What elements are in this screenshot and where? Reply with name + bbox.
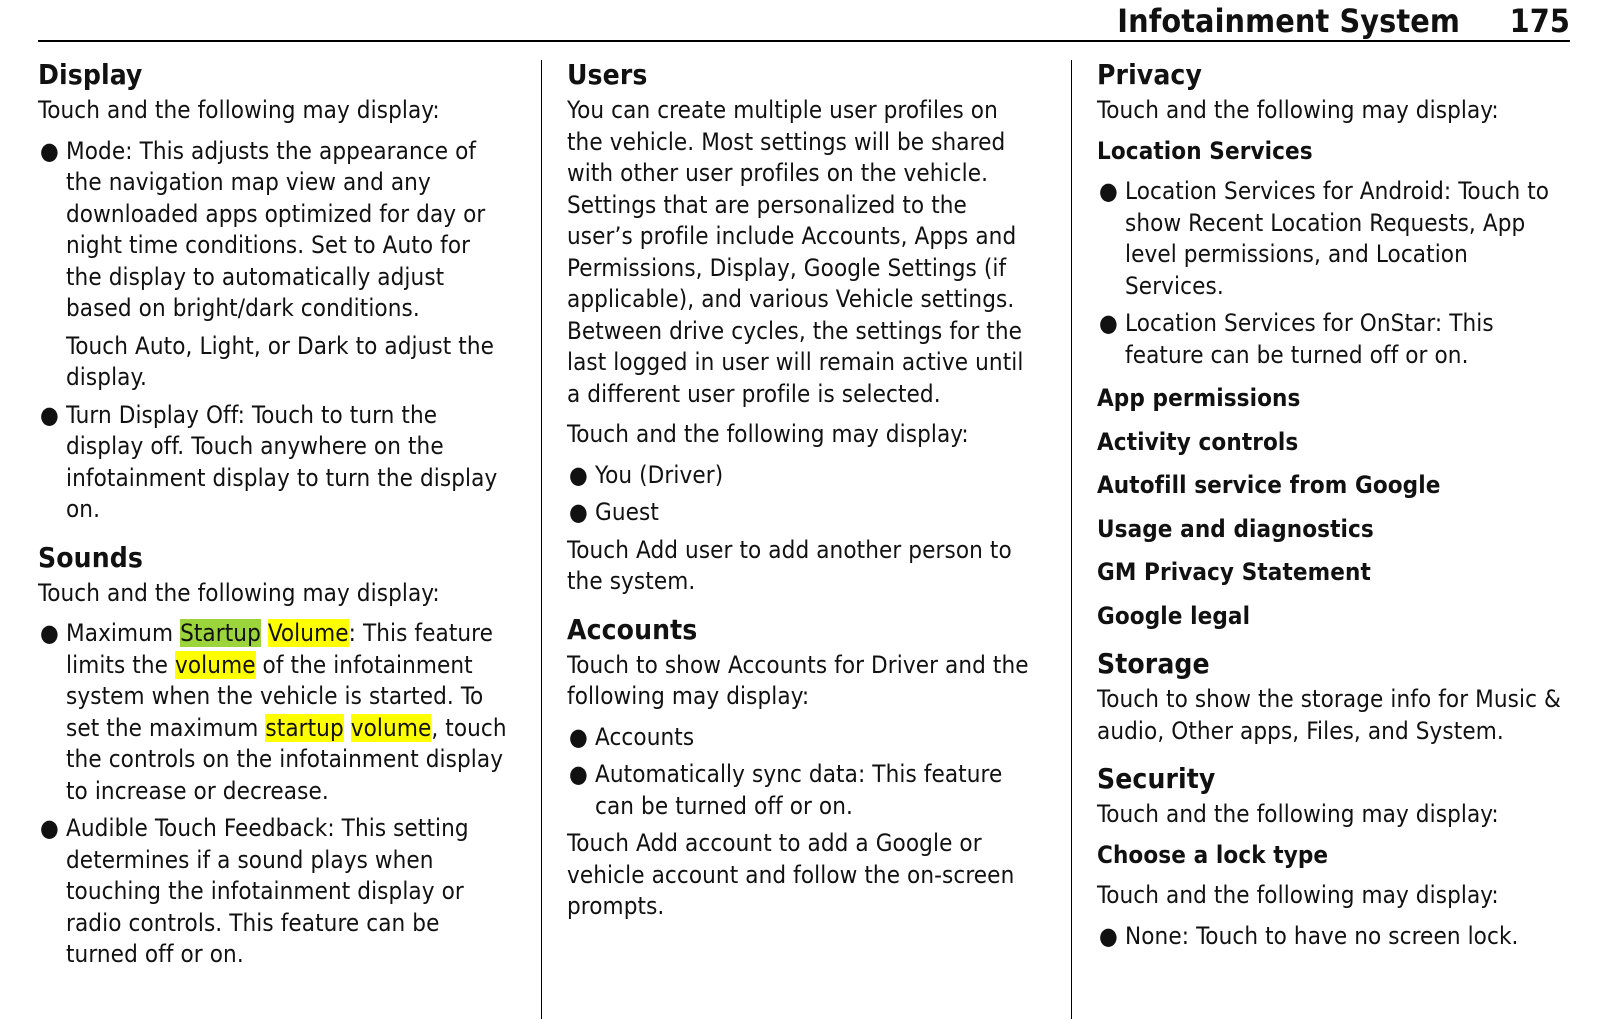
list-item	[567, 497, 1037, 529]
bullet-icon: ●	[569, 460, 588, 489]
display-intro: Touch and the following may display:	[38, 96, 440, 124]
text-run: of the infotainment system when the vehicle is started. To set the maximum	[66, 650, 484, 742]
location-list	[1097, 176, 1567, 371]
location-services-heading: Location Services	[1097, 136, 1313, 165]
accounts-item: Accounts	[595, 722, 695, 751]
users-body: You can create multiple user profiles on the vehicle. Most settings will be shared with other user profiles on the vehicle. Settings that are personalized to the user’s profile include Accounts, Apps and Permissions, Display, Google Settings (if applicable), and various Vehicle settings. Between drive cycles, the settings for the last logged in user will remain active until a different user profile is selected.	[567, 96, 1024, 408]
bullet-icon: ●	[40, 619, 59, 647]
page-number: 175	[1509, 2, 1570, 40]
highlight-volume: Volume	[267, 619, 349, 647]
column-right	[1097, 55, 1567, 958]
location-item: Location Services for Android: Touch to show Recent Location Requests, App level permissions, and Location Services.	[1125, 177, 1550, 300]
column-middle	[567, 55, 1037, 923]
text-run: , touch the controls on the infotainment display to increase or decrease.	[66, 713, 507, 805]
sounds-list	[38, 618, 508, 971]
display-turn-off-text: Turn Display Off: Touch to turn the display off. Touch anywhere on the infotainment display to turn the display on.	[66, 400, 498, 523]
highlight-volume: volume	[175, 650, 256, 679]
list-item	[567, 460, 1037, 492]
storage-heading: Storage	[1097, 647, 1210, 680]
storage-body: Touch to show the storage info for Music & audio, Other apps, Files, and System.	[1097, 685, 1561, 745]
bullet-icon: ●	[569, 722, 588, 751]
bullet-icon: ●	[40, 814, 59, 842]
gm-privacy-heading: GM Privacy Statement	[1097, 558, 1371, 586]
column-left	[38, 55, 508, 977]
users-add: Touch Add user to add another person to the system.	[567, 535, 1012, 595]
bullet-icon: ●	[1099, 177, 1118, 205]
bullet-icon: ●	[40, 136, 59, 165]
page-header	[38, 0, 1570, 42]
list-item	[38, 400, 508, 526]
accounts-item: Automatically sync data: This feature can be turned off or on.	[595, 760, 1003, 820]
display-mode-extra: Touch Auto, Light, or Dark to adjust the display.	[66, 331, 495, 391]
bullet-icon: ●	[569, 760, 588, 788]
highlight-volume: volume	[350, 713, 432, 742]
list-item	[567, 759, 1037, 822]
users-heading: Users	[567, 58, 648, 91]
location-item: Location Services for OnStar: This feature can be turned off or on.	[1125, 309, 1494, 369]
users-item: You (Driver)	[595, 460, 724, 489]
security-intro: Touch and the following may display:	[1097, 800, 1499, 828]
highlight-startup: Startup	[180, 619, 261, 647]
bullet-icon: ●	[40, 400, 59, 429]
google-legal-heading: Google legal	[1097, 601, 1251, 630]
privacy-intro: Touch and the following may display:	[1097, 96, 1499, 124]
bullet-icon: ●	[1099, 921, 1118, 950]
display-heading: Display	[38, 58, 143, 91]
list-item	[1097, 176, 1567, 302]
bullet-icon: ●	[569, 498, 588, 526]
lock-intro: Touch and the following may display:	[1097, 881, 1499, 909]
usage-diagnostics-heading: Usage and diagnostics	[1097, 514, 1374, 543]
sounds-heading: Sounds	[38, 540, 143, 574]
accounts-heading: Accounts	[567, 612, 698, 646]
display-mode-text: Mode: This adjusts the appearance of the navigation map view and any downloaded apps optimized for day or night time conditions. Set to Auto for the display to automatically adjust based on bright/dark conditions.	[66, 136, 486, 322]
list-item	[38, 618, 508, 807]
autofill-heading: Autofill service from Google	[1097, 471, 1441, 499]
privacy-heading: Privacy	[1097, 58, 1202, 91]
list-item	[567, 722, 1037, 754]
lock-type-heading: Choose a lock type	[1097, 840, 1329, 869]
column-divider	[541, 60, 542, 1019]
app-permissions-heading: App permissions	[1097, 384, 1301, 412]
users-list	[567, 460, 1037, 529]
text-run: Maximum	[66, 619, 181, 647]
activity-controls-heading: Activity controls	[1097, 427, 1299, 456]
users-intro: Touch and the following may display:	[567, 420, 969, 448]
list-item	[1097, 921, 1567, 953]
column-divider	[1071, 60, 1072, 1019]
sounds-intro: Touch and the following may display:	[38, 578, 440, 607]
list-item	[38, 813, 508, 971]
highlight-startup: startup	[265, 713, 344, 742]
list-item	[38, 136, 508, 394]
bullet-icon: ●	[1099, 309, 1118, 337]
accounts-list	[567, 722, 1037, 823]
list-item	[1097, 308, 1567, 371]
lock-item: None: Touch to have no screen lock.	[1125, 921, 1519, 950]
sounds-audible-text: Audible Touch Feedback: This setting determines if a sound plays when touching the infotainment display or radio controls. This feature can be turned off or on.	[66, 814, 469, 968]
display-list	[38, 136, 508, 526]
security-heading: Security	[1097, 762, 1216, 795]
accounts-intro: Touch to show Accounts for Driver and the following may display:	[567, 650, 1029, 710]
lock-list	[1097, 921, 1567, 953]
accounts-add: Touch Add account to add a Google or vehicle account and follow the on-screen prompts.	[567, 829, 1015, 920]
running-header-title: Infotainment System	[1117, 2, 1460, 40]
users-item: Guest	[595, 498, 659, 526]
text-run: : This feature limits the	[66, 619, 494, 679]
